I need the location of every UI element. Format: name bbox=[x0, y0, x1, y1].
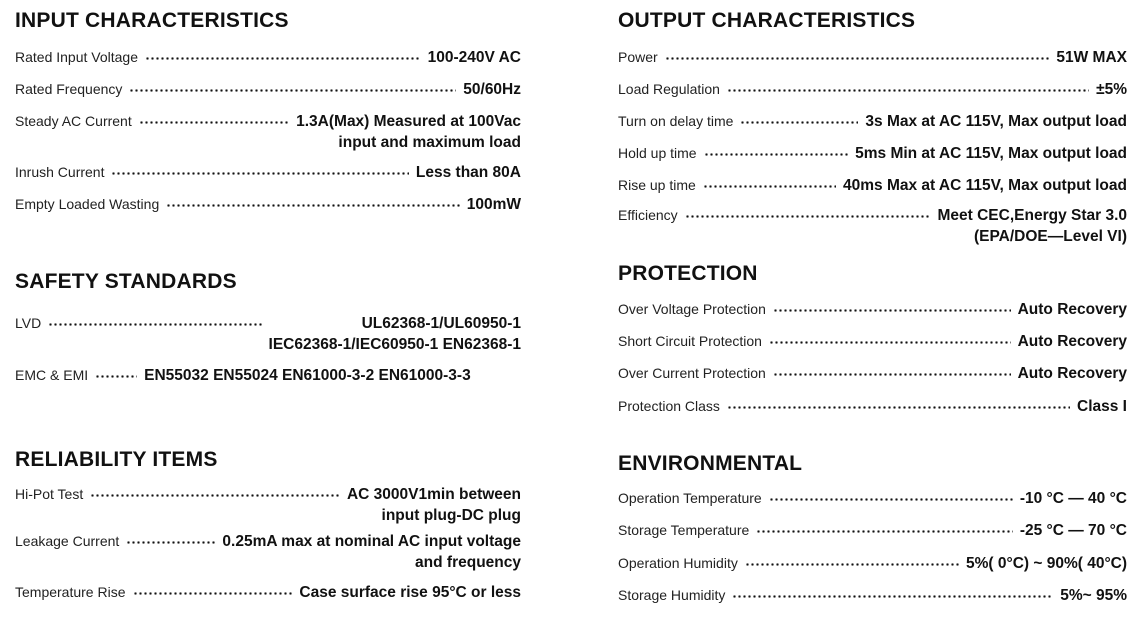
dotted-leader bbox=[732, 585, 1053, 606]
spec-row-protection-class bbox=[618, 396, 1127, 417]
spec-label: Over Current Protection bbox=[618, 365, 766, 381]
spec-value: Auto Recovery bbox=[1017, 365, 1127, 382]
dotted-leader bbox=[90, 484, 340, 505]
spec-value: Less than 80A bbox=[415, 164, 521, 181]
spec-label: Efficiency bbox=[618, 207, 678, 223]
spec-label: Storage Humidity bbox=[618, 587, 726, 603]
spec-value: AC 3000V1min between input plug-DC plug bbox=[346, 486, 521, 524]
spec-label: Operation Temperature bbox=[618, 490, 762, 506]
spec-value: EN55032 EN55024 EN61000-3-2 EN61000-3-3 bbox=[144, 367, 471, 384]
spec-row-inrush-current bbox=[15, 162, 521, 183]
spec-row-rated-frequency bbox=[15, 79, 521, 100]
dotted-leader bbox=[111, 162, 408, 183]
spec-label: Inrush Current bbox=[15, 164, 105, 180]
spec-row-empty-loaded-wasting bbox=[15, 194, 521, 215]
spec-label: Turn on delay time bbox=[618, 113, 734, 129]
environmental-section bbox=[618, 451, 1127, 604]
spec-label: Steady AC Current bbox=[15, 113, 132, 129]
spec-value: -10 °C — 40 °C bbox=[1019, 490, 1127, 507]
spec-label: Short Circuit Protection bbox=[618, 333, 762, 349]
section-heading-input: INPUT CHARACTERISTICS bbox=[15, 9, 289, 32]
spec-row-turn-on-delay bbox=[618, 111, 1127, 132]
spec-row-load-regulation bbox=[618, 79, 1127, 100]
dotted-leader bbox=[773, 363, 1011, 384]
spec-value: 0.25mA max at nominal AC input voltage and frequency bbox=[222, 533, 521, 571]
dotted-leader bbox=[166, 194, 459, 215]
dotted-leader bbox=[133, 582, 293, 603]
spec-label: EMC & EMI bbox=[15, 367, 89, 383]
spec-row-storage-humidity bbox=[618, 585, 1127, 606]
spec-row-temperature-rise bbox=[15, 582, 521, 603]
output-characteristics-section bbox=[618, 8, 1127, 245]
spec-row-operation-temperature bbox=[618, 488, 1127, 509]
spec-value: -25 °C — 70 °C bbox=[1019, 522, 1127, 539]
spec-row-short-circuit bbox=[618, 331, 1127, 352]
spec-row-over-voltage bbox=[618, 299, 1127, 320]
protection-section bbox=[618, 261, 1127, 415]
spec-value: 100-240V AC bbox=[427, 49, 521, 66]
spec-row-hi-pot-test bbox=[15, 484, 521, 526]
spec-label: Temperature Rise bbox=[15, 584, 126, 600]
dotted-leader bbox=[685, 205, 931, 226]
dotted-leader bbox=[756, 520, 1013, 541]
spec-row-leakage-current bbox=[15, 531, 521, 573]
dotted-leader bbox=[48, 313, 261, 334]
input-characteristics-section bbox=[15, 8, 521, 213]
spec-row-emc-emi bbox=[15, 365, 521, 386]
section-heading-protection: PROTECTION bbox=[618, 262, 758, 285]
spec-label: Hi-Pot Test bbox=[15, 486, 84, 502]
dotted-leader bbox=[769, 331, 1011, 352]
section-heading-reliability: RELIABILITY ITEMS bbox=[15, 448, 218, 471]
spec-label: Rated Input Voltage bbox=[15, 49, 138, 65]
dotted-leader bbox=[727, 396, 1070, 417]
dotted-leader bbox=[773, 299, 1011, 320]
dotted-leader bbox=[95, 365, 137, 386]
dotted-leader bbox=[703, 175, 836, 196]
dotted-leader bbox=[665, 47, 1050, 68]
dotted-leader bbox=[745, 553, 959, 574]
spec-label: Operation Humidity bbox=[618, 555, 738, 571]
spec-label: Rise up time bbox=[618, 177, 696, 193]
spec-value: 100mW bbox=[466, 196, 521, 213]
spec-label: Empty Loaded Wasting bbox=[15, 196, 160, 212]
dotted-leader bbox=[145, 47, 421, 68]
spec-row-rise-up-time bbox=[618, 175, 1127, 196]
dotted-leader bbox=[769, 488, 1013, 509]
spec-row-operation-humidity bbox=[618, 553, 1127, 574]
spec-label: Storage Temperature bbox=[618, 522, 750, 538]
dotted-leader bbox=[139, 111, 289, 132]
spec-label: Over Voltage Protection bbox=[618, 301, 766, 317]
spec-row-steady-ac-current bbox=[15, 111, 521, 153]
spec-row-power bbox=[618, 47, 1127, 68]
spec-value: 5%( 0°C) ~ 90%( 40°C) bbox=[966, 555, 1127, 572]
spec-value: 1.3A(Max) Measured at 100Vac input and maximum load bbox=[296, 113, 521, 151]
spec-value: 5ms Min at AC 115V, Max output load bbox=[855, 145, 1127, 162]
section-heading-environmental: ENVIRONMENTAL bbox=[618, 452, 803, 475]
spec-label: Protection Class bbox=[618, 398, 720, 414]
spec-value: Case surface rise 95°C or less bbox=[299, 584, 521, 601]
spec-value: 40ms Max at AC 115V, Max output load bbox=[843, 177, 1127, 194]
spec-label: Hold up time bbox=[618, 145, 697, 161]
dotted-leader bbox=[129, 79, 456, 100]
spec-label: LVD bbox=[15, 315, 42, 331]
spec-label: Power bbox=[618, 49, 658, 65]
dotted-leader bbox=[727, 79, 1089, 100]
spec-label: Load Regulation bbox=[618, 81, 720, 97]
spec-row-hold-up-time bbox=[618, 143, 1127, 164]
spec-value: 50/60Hz bbox=[463, 81, 521, 98]
section-heading-safety: SAFETY STANDARDS bbox=[15, 270, 237, 293]
spec-value: Class I bbox=[1077, 398, 1127, 415]
dotted-leader bbox=[740, 111, 858, 132]
spec-row-lvd bbox=[15, 313, 521, 355]
spec-value: 51W MAX bbox=[1056, 49, 1127, 66]
dotted-leader bbox=[126, 531, 215, 552]
reliability-items-section bbox=[15, 447, 521, 601]
spec-row-storage-temperature bbox=[618, 520, 1127, 541]
spec-row-rated-input-voltage bbox=[15, 47, 521, 68]
spec-value: 3s Max at AC 115V, Max output load bbox=[865, 113, 1127, 130]
spec-value: ±5% bbox=[1096, 81, 1127, 98]
spec-value: 5%~ 95% bbox=[1060, 587, 1127, 604]
dotted-leader bbox=[704, 143, 849, 164]
spec-value: Auto Recovery bbox=[1017, 301, 1127, 318]
spec-label: Rated Frequency bbox=[15, 81, 123, 97]
safety-standards-section bbox=[15, 269, 521, 384]
section-heading-output: OUTPUT CHARACTERISTICS bbox=[618, 9, 916, 32]
spec-value: Auto Recovery bbox=[1017, 333, 1127, 350]
spec-label: Leakage Current bbox=[15, 533, 120, 549]
spec-row-over-current bbox=[618, 363, 1127, 384]
spec-value: UL62368-1/UL60950-1 IEC62368-1/IEC60950-1 EN62368-1 bbox=[268, 315, 521, 353]
spec-value: Meet CEC,Energy Star 3.0 (EPA/DOE—Level VI) bbox=[937, 207, 1127, 245]
spec-row-efficiency bbox=[618, 205, 1127, 247]
